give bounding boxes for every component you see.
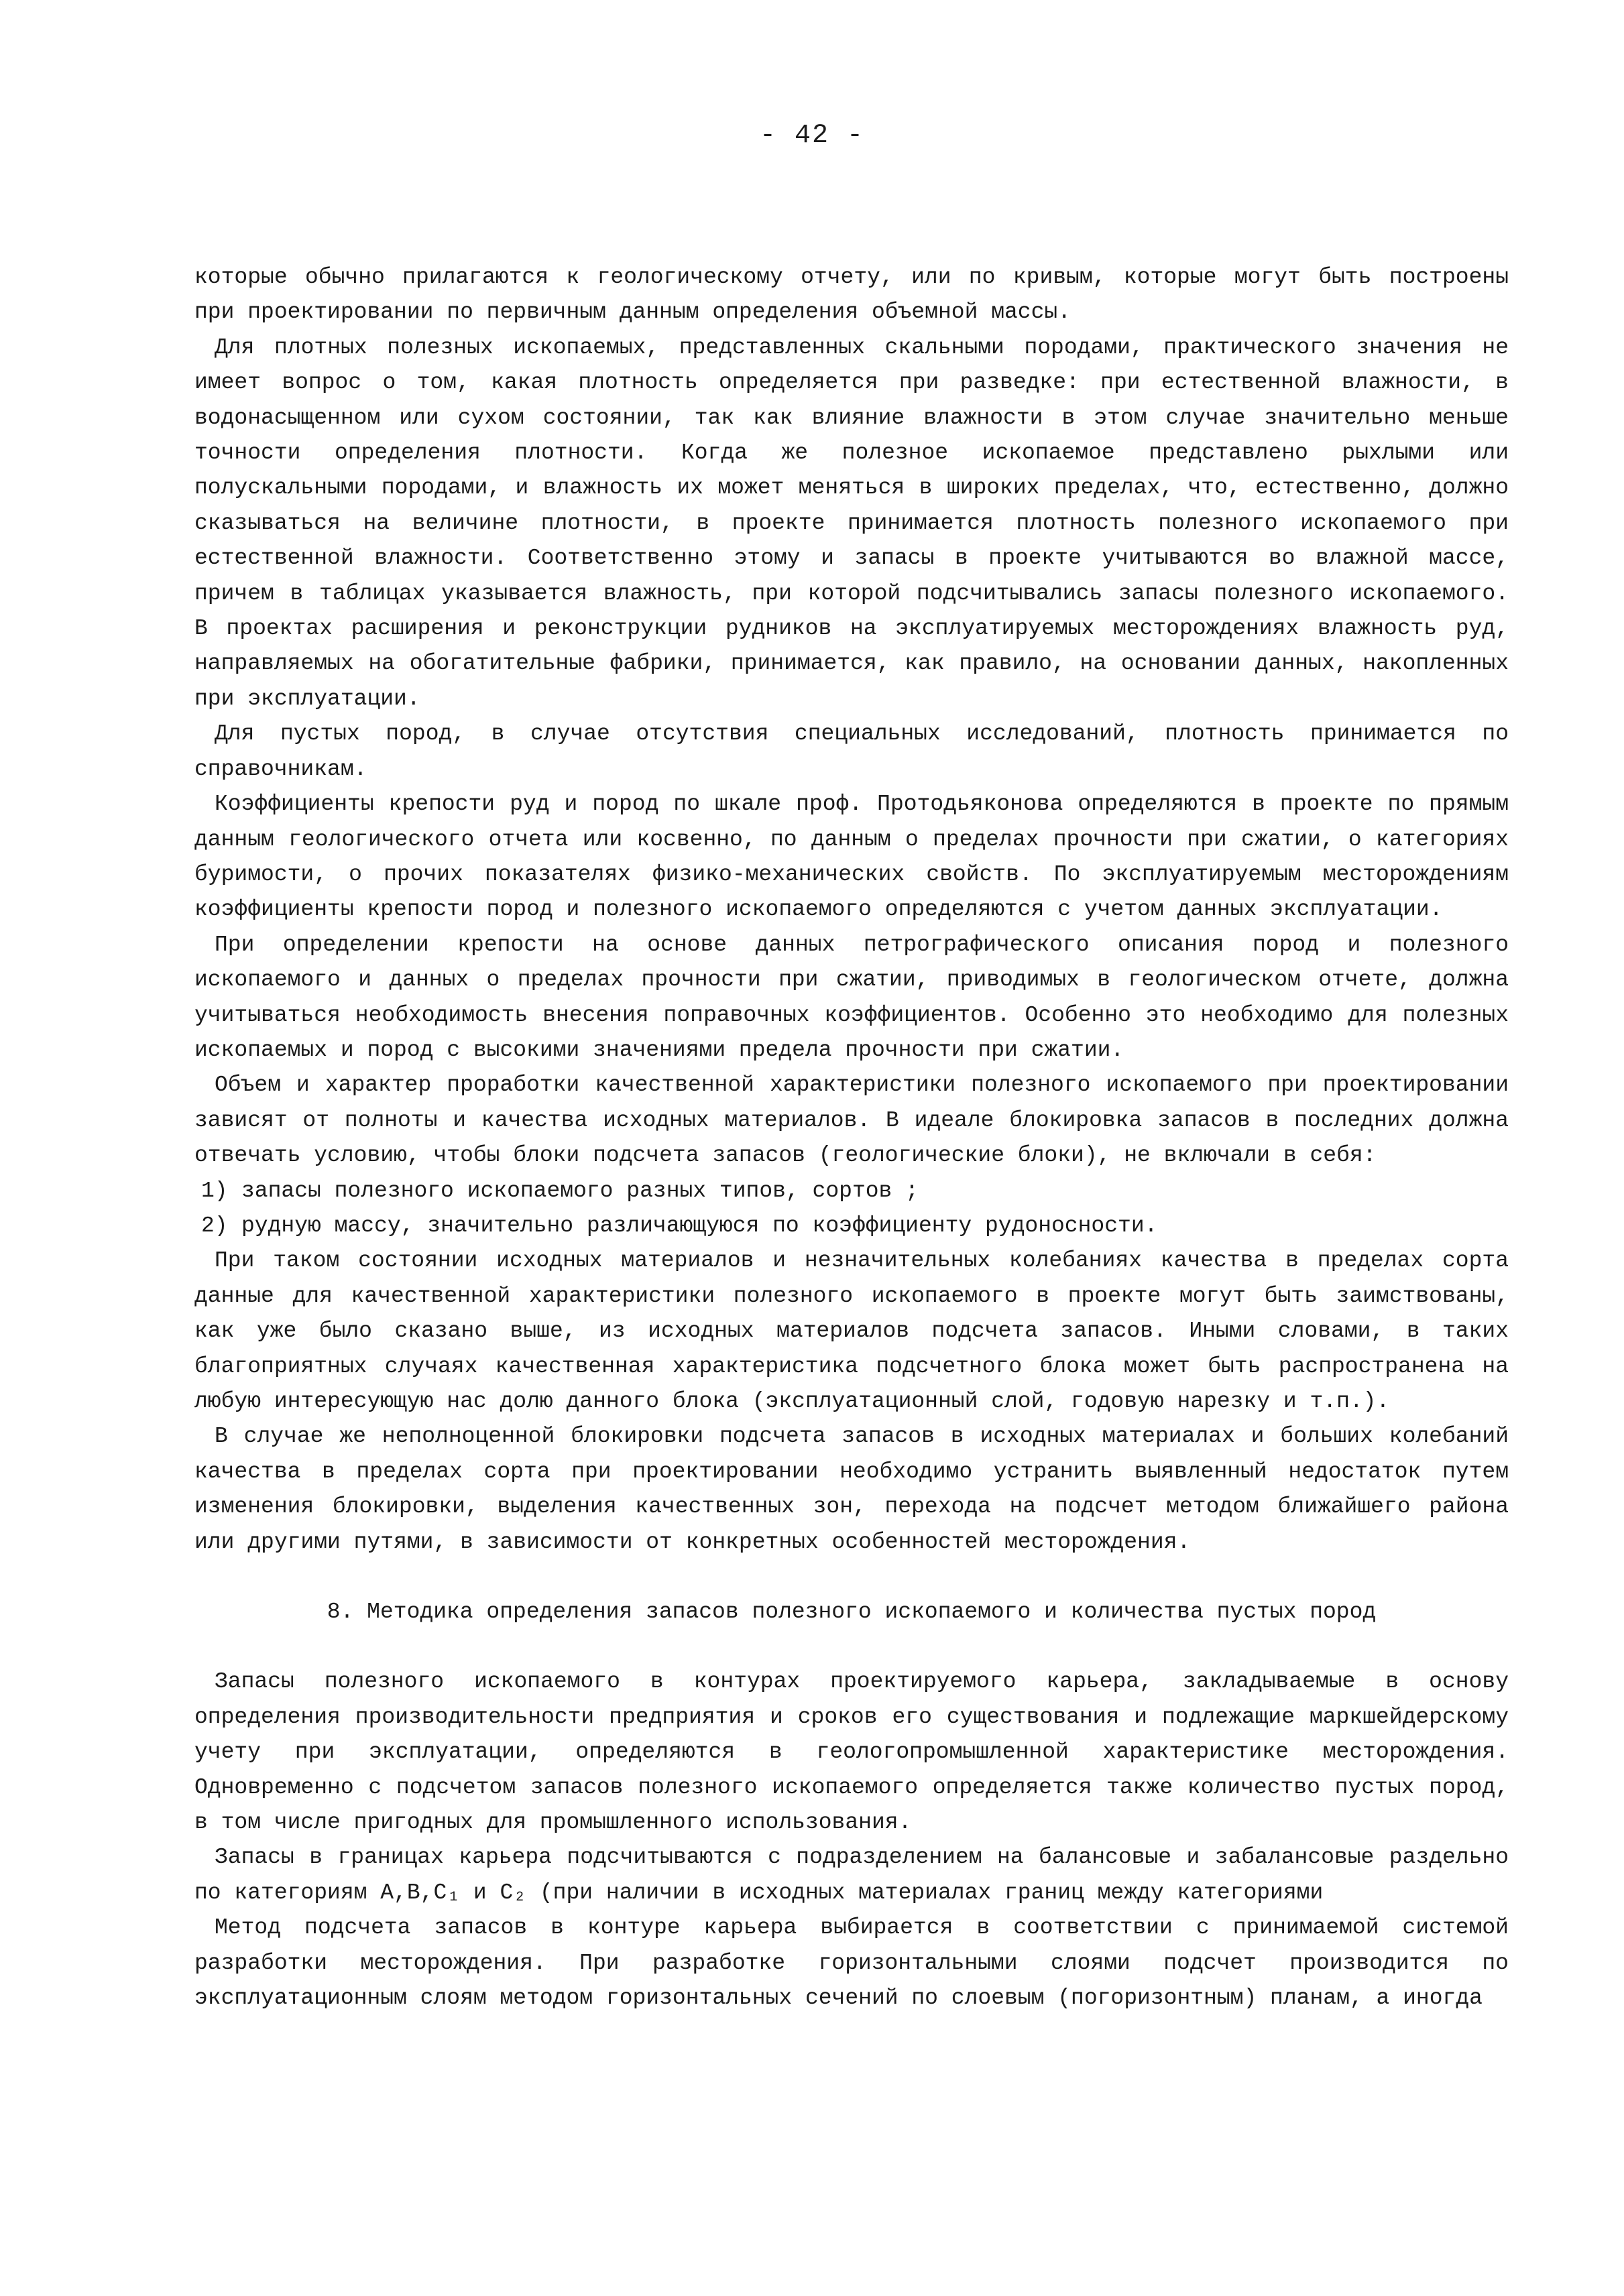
paragraph: Запасы в границах карьера подсчитываются с подразделением на балансовые и забалансовые раздельно по категориям A,B,C₁ и C₂ (при наличии в исходных материалах границ между категориями [194, 1845, 1509, 1905]
page-number: - 42 - [759, 121, 865, 151]
list-item-number: 1) [201, 1178, 228, 1203]
body-text [194, 260, 1509, 2016]
paragraph: Для плотных полезных ископаемых, представленных скальными породами, практического значения не имеет вопрос о том, какая плотность определяется при разведке: при естественной влажности, в водонасыщенном или сухом состоянии, так как влияние влажности в этом случае значительно меньше точности определения плотности. Когда же полезное ископаемое представлено рыхлыми или полускальными породами, и влажность их может меняться в широких пределах, что, естественно, должно сказываться на величине плотности, в проекте принимается плотность полезного ископаемого при естественной влажности. Соответственно этому и запасы в проекте учитываются во влажной массе, причем в таблицах указывается влажность, при которой подсчитывались запасы полезного ископаемого. В проектах расширения и реконструкции рудников на эксплуатируемых месторождениях влажность руд, направляемых на обогатительные фабрики, принимается, как правило, на основании данных, накопленных при эксплуатации. [194, 335, 1509, 711]
list-item-number: 2) [201, 1213, 228, 1238]
paragraph: В случае же неполноценной блокировки подсчета запасов в исходных материалах и больших колебаний качества в пределах сорта при проектировании необходимо устранить выявленный недостаток путем изменения блокировки, выделения качественных зон, перехода на подсчет методом ближайшего района или другими путями, в зависимости от конкретных особенностей месторождения. [194, 1424, 1509, 1555]
paragraph: Коэффициенты крепости руд и пород по шкале проф. Протодьяконова определяются в проекте по прямым данным геологического отчета или косвенно, по данным о пределах прочности при сжатии, о категориях буримости, о прочих показателях физико-механических свойств. По эксплуатируемым месторождениям коэффициенты крепости пород и полезного ископаемого определяются с учетом данных эксплуатации. [194, 792, 1509, 922]
paragraph: Метод подсчета запасов в контуре карьера выбирается в соответствии с принимаемой системой разработки месторождения. При разработке горизонтальными слоями подсчет производится по эксплуатационным слоям методом горизонтальных сечений по слоевым (погоризонтным) планам, а иногда [194, 1915, 1509, 2011]
paragraph: При определении крепости на основе данных петрографического описания пород и полезного ископаемого и данных о пределах прочности при сжатии, приводимых в геологическом отчете, должна учитываться необходимость внесения поправочных коэффициентов. Особенно это необходимо для полезных ископаемых и пород с высокими значениями предела прочности при сжатии. [194, 932, 1509, 1063]
paragraph: Для пустых пород, в случае отсутствия специальных исследований, плотность принимается по справочникам. [194, 721, 1509, 782]
list-item-text: запасы полезного ископаемого разных типов, сортов ; [241, 1178, 919, 1203]
list-item [194, 1174, 1509, 1209]
paragraph: которые обычно прилагаются к геологическому отчету, или по кривым, которые могут быть построены при проектировании по первичным данным определения объемной массы. [194, 265, 1509, 325]
paragraph: Объем и характер проработки качественной характеристики полезного ископаемого при проектировании зависят от полноты и качества исходных материалов. В идеале блокировка запасов в последних должна отвечать условию, чтобы блоки подсчета запасов (геологические блоки), не включали в себя: [194, 1073, 1509, 1168]
list-item-text: рудную массу, значительно различающуюся по коэффициенту рудоносности. [241, 1213, 1158, 1238]
paragraph: При таком состоянии исходных материалов и незначительных колебаниях качества в пределах сорта данные для качественной характеристики полезного ископаемого в проекте могут быть заимствованы, как уже было сказано выше, из исходных материалов подсчета запасов. Иными словами, в таких благоприятных случаях качественная характеристика подсчетного блока может быть распространена на любую интересующую нас долю данного блока (эксплуатационный слой, годовую нарезку и т.п.). [194, 1248, 1509, 1414]
section-heading: 8. Методика определения запасов полезного ископаемого и количества пустых пород [327, 1599, 1377, 1625]
paragraph: Запасы полезного ископаемого в контурах проектируемого карьера, закладываемые в основу определения производительности предприятия и сроков его существования и подлежащие маркшейдерскому учету при эксплуатации, определяются в геологопромышленной характеристике месторождения. Одновременно с подсчетом запасов полезного ископаемого определяется также количество пустых пород, в том числе пригодных для промышленного использования. [194, 1669, 1509, 1835]
list-item [194, 1209, 1509, 1244]
